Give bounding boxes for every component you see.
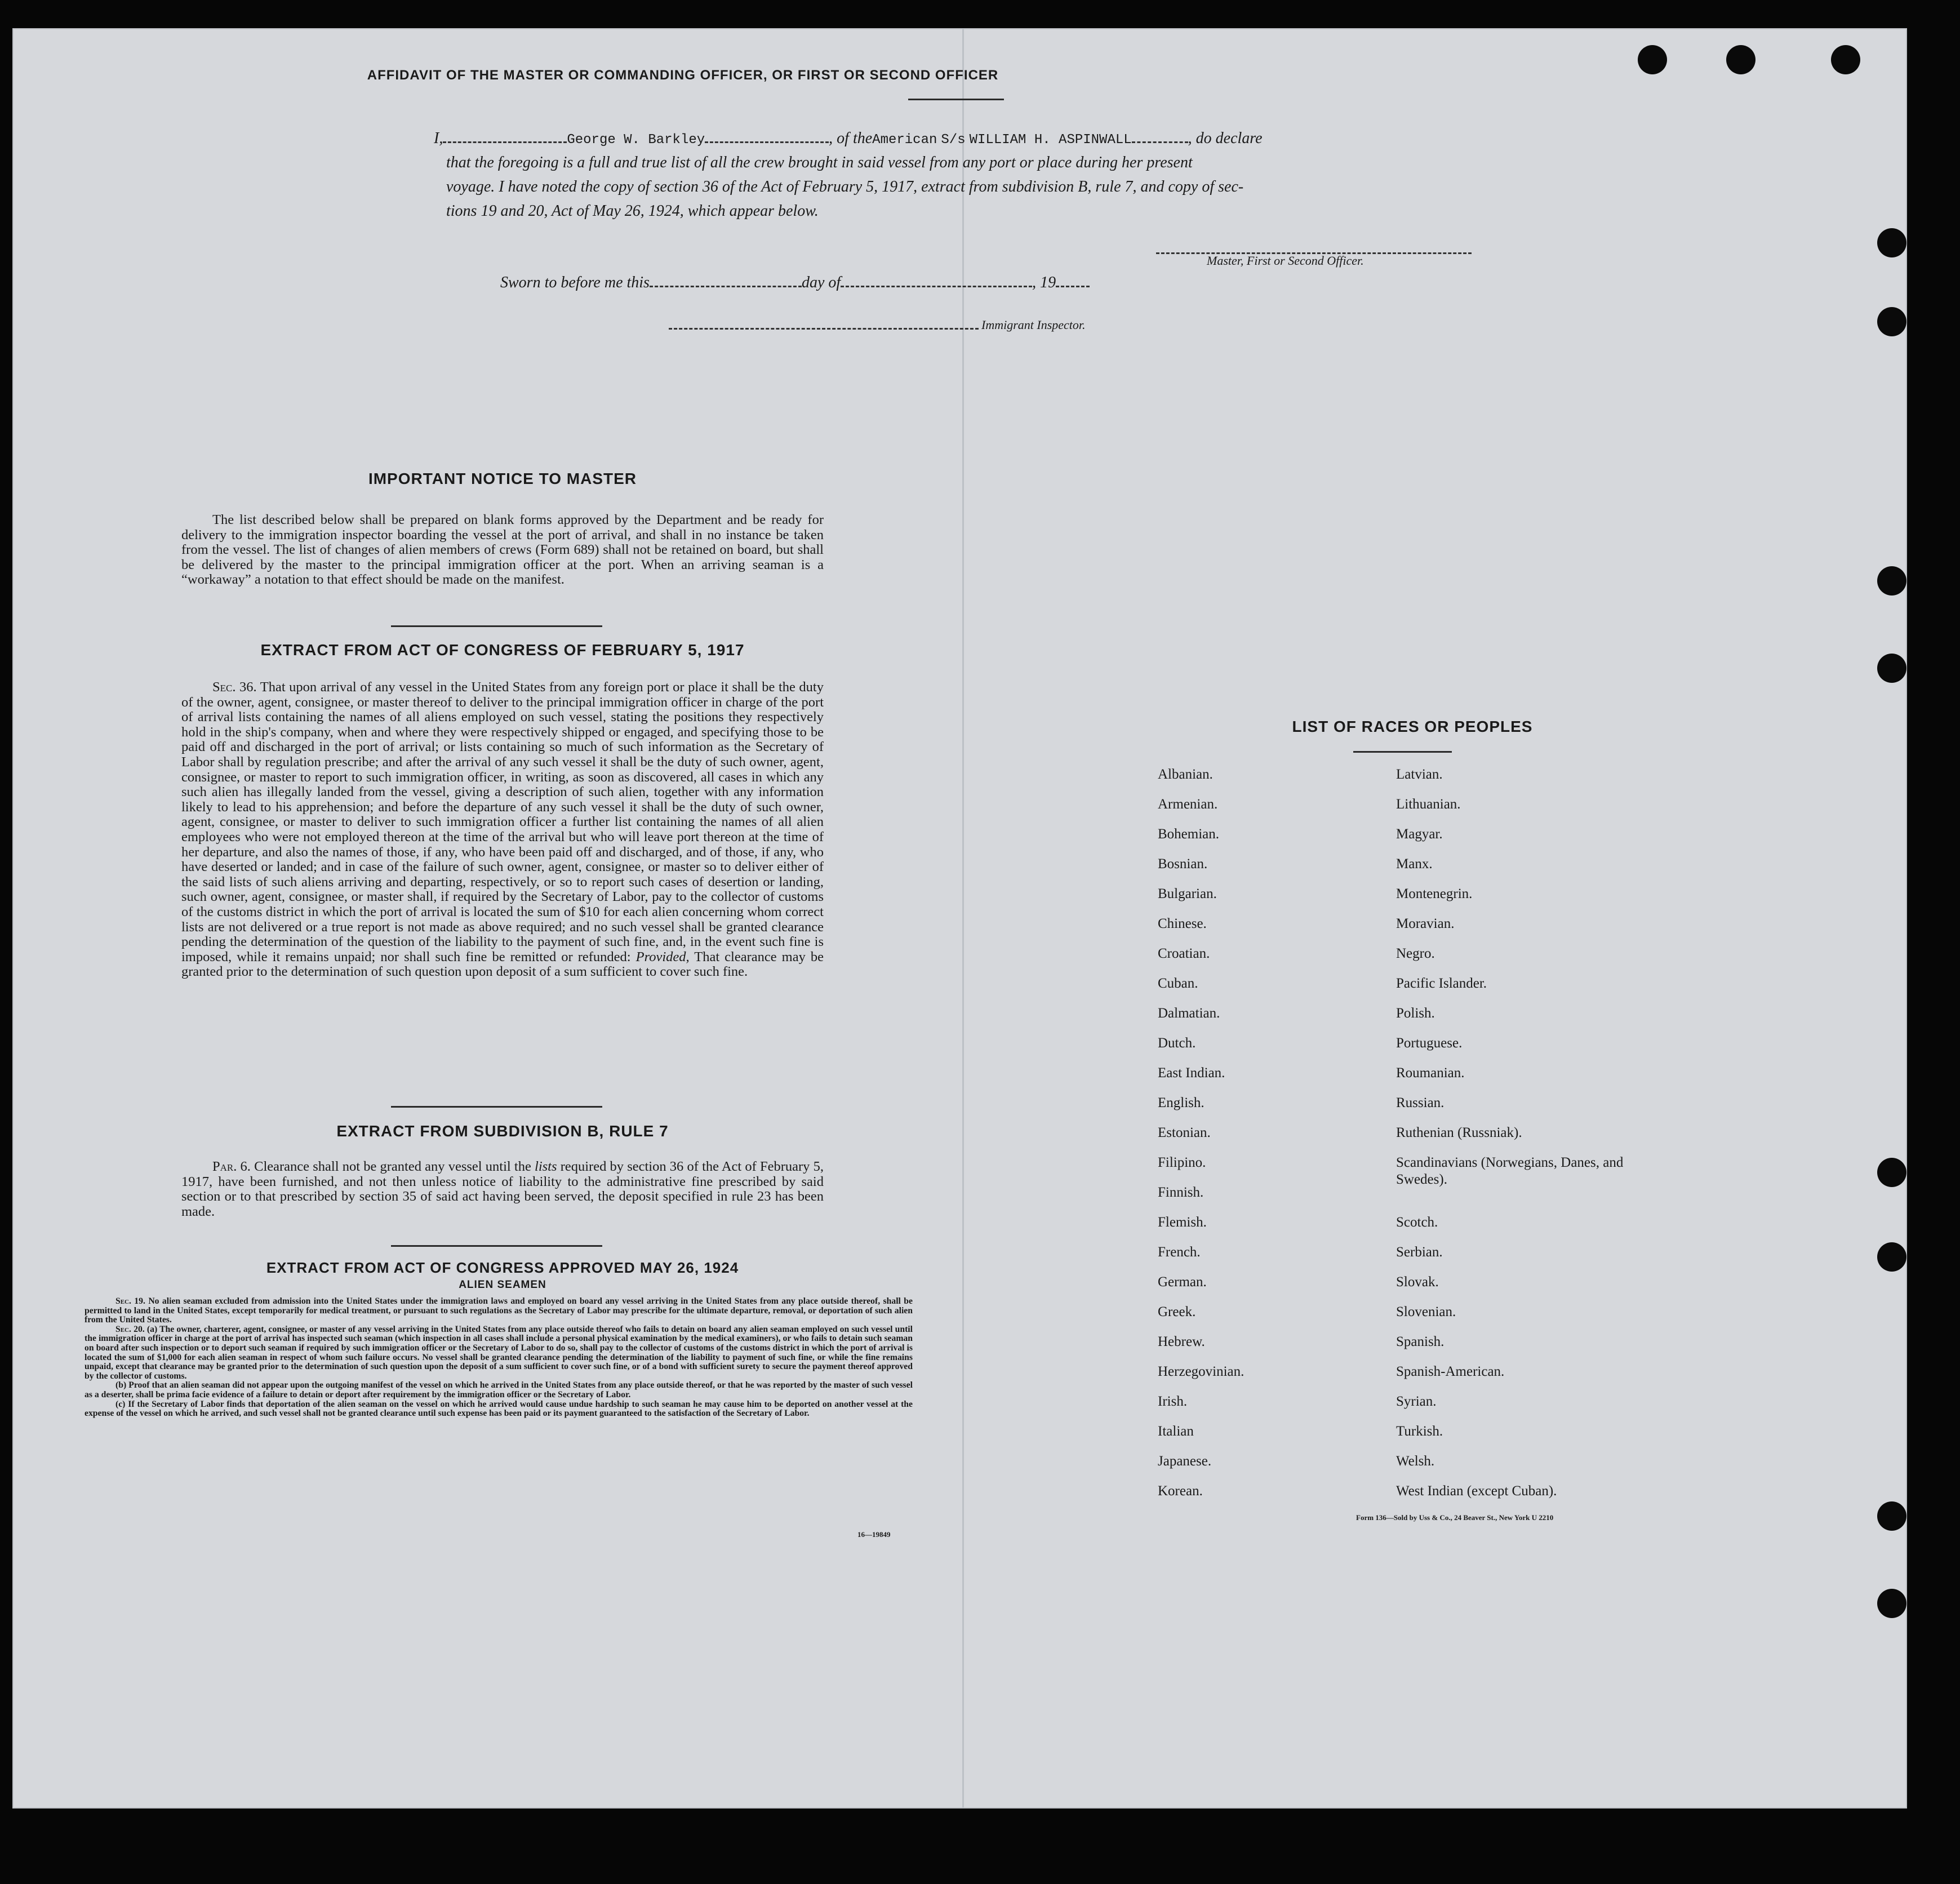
race-item: Filipino. <box>1158 1155 1206 1170</box>
race-item: English. <box>1158 1095 1205 1110</box>
race-item: Italian <box>1158 1424 1194 1439</box>
divider <box>391 1106 602 1108</box>
race-item: East Indian. <box>1158 1065 1225 1081</box>
section-36-label: Sec. 36. <box>212 679 257 695</box>
punch-hole <box>1877 1242 1906 1272</box>
inspector-line <box>669 328 979 330</box>
race-item: Welsh. <box>1396 1454 1435 1469</box>
section-20b: (b) Proof that an alien seaman did not appear upon the outgoing manifest of the vessel on which he arrived in the United States from any place outside thereof, or that he was reported by the master of such vessel as a deserter, shall be prima facie evidence of a failure to detain or deport after requirement by the immigration officer or the Secretary of Labor. <box>85 1380 913 1399</box>
section-20a <box>85 1325 913 1381</box>
race-item: Spanish-American. <box>1396 1364 1505 1379</box>
sworn-text: Sworn to before me this <box>500 274 650 291</box>
punch-hole <box>1726 45 1755 74</box>
paragraph-6-label: Par. 6. <box>212 1159 251 1174</box>
race-item: Ruthenian (Russniak). <box>1396 1125 1522 1140</box>
race-item: Latvian. <box>1396 767 1443 782</box>
punch-hole <box>1877 307 1906 336</box>
nationality: American <box>872 132 937 148</box>
race-item: Serbian. <box>1396 1245 1443 1260</box>
punch-hole <box>1638 45 1667 74</box>
race-item: Scotch. <box>1396 1215 1438 1230</box>
paragraph-6-text-end: required by section 36 of the Act of February 5, 1917, have been furnished, and not then unless notice of liability to the administrative fine prescribed by said section or to that prescribed by section 35 of said act having been served, the deposit specified in rule 23 has been made. <box>181 1159 824 1219</box>
affidavit-line-3: voyage. I have noted the copy of section 36 of the Act of February 5, 1917, extract from subdivision B, rule 7, and copy of sec- <box>446 178 1244 195</box>
race-item: Dutch. <box>1158 1036 1196 1051</box>
races-right-column <box>1396 766 1644 1513</box>
race-item: Russian. <box>1396 1095 1445 1110</box>
extract-1924-title: EXTRACT FROM ACT OF CONGRESS APPROVED MAY 26, 1924 <box>266 1259 739 1276</box>
section-19 <box>85 1297 913 1325</box>
race-item: Slovenian. <box>1396 1304 1456 1319</box>
section-36-body <box>181 680 824 980</box>
notice-body: The list described below shall be prepared on blank forms approved by the Department and be ready for delivery to the immigration inspector boarding the vessel at the port of arrival, and shall in no instance be taken from the vessel. The list of changes of alien members of crews (Form 689) shall not be retained on board, but shall be delivered by the master to the principal immigration officer at the port. When an arriving seaman is a “workaway” a notation to that effect should be made on the manifest. <box>181 512 824 588</box>
race-item: Lithuanian. <box>1396 797 1461 812</box>
divider <box>391 1245 602 1247</box>
race-item: Scandinavians (Norwegians, Danes, and Swedes). <box>1396 1155 1624 1187</box>
print-code: 16—19849 <box>857 1530 891 1539</box>
vessel-name: WILLIAM H. ASPINWALL <box>969 132 1132 148</box>
affidavit-line-4: tions 19 and 20, Act of May 26, 1924, which appear below. <box>446 202 819 220</box>
affidavit-line-1 <box>434 130 1504 148</box>
race-item: Montenegrin. <box>1396 886 1473 901</box>
punch-hole <box>1877 1158 1906 1187</box>
race-item: Hebrew. <box>1158 1334 1205 1349</box>
blank-fill <box>705 138 829 143</box>
form-note: Form 136—Sold by Uss & Co., 24 Beaver St., New York U 2210 <box>1356 1513 1554 1522</box>
provided-text: Provided, <box>635 949 690 965</box>
punch-hole <box>1877 1589 1906 1618</box>
race-item: Bosnian. <box>1158 856 1208 872</box>
race-item: Slovak. <box>1396 1274 1439 1290</box>
subdivision-b-title: EXTRACT FROM SUBDIVISION B, RULE 7 <box>336 1122 669 1140</box>
race-item: Albanian. <box>1158 767 1213 782</box>
blank-fill <box>1132 138 1188 143</box>
races-title: LIST OF RACES OR PEOPLES <box>1292 718 1533 735</box>
document-sheet <box>12 28 1907 1809</box>
blank-fill <box>650 282 802 287</box>
punch-hole <box>1877 228 1906 257</box>
lists-text: lists <box>535 1159 557 1174</box>
race-item: West Indian (except Cuban). <box>1396 1483 1557 1499</box>
punch-hole <box>1877 654 1906 683</box>
race-item: Finnish. <box>1158 1185 1204 1200</box>
race-item: Korean. <box>1158 1483 1203 1499</box>
punch-hole <box>1831 45 1860 74</box>
paragraph-6-text: Clearance shall not be granted any vessel until the <box>254 1159 531 1174</box>
race-item: Irish. <box>1158 1394 1188 1409</box>
alien-seamen-subtitle: ALIEN SEAMEN <box>459 1279 546 1291</box>
extract-1917-title: EXTRACT FROM ACT OF CONGRESS OF FEBRUARY 5, 1917 <box>260 641 745 659</box>
race-item: Turkish. <box>1396 1424 1443 1439</box>
extract-1924-body <box>85 1297 913 1419</box>
section-20-label: Sec. 20. <box>115 1324 145 1334</box>
title-rule <box>908 99 1004 100</box>
race-item: Greek. <box>1158 1304 1196 1319</box>
section-36-text: That upon arrival of any vessel in the United States from any foreign port or place it shall be the duty of the owner, agent, consignee, or master thereof to deliver to the principal immigration officer in charge of the port of arrival lists containing the names of all aliens employed on such vessel, stating the positions they respectively hold in the ship's company, when and where they were respectively shipped or engaged, and specifying those to be paid off and discharged in the port of arrival; or lists containing so much of such information as the Secretary of Labor shall by regulation prescribe; and after the arrival of any such vessel it shall be the duty of such owner, agent, consignee, or master to report to such immigration officer, in writing, as soon as discovered, all cases in which any such alien has illegally landed from the vessel, giving a description of such alien, together with any information likely to lead to his apprehension; and before the departure of any such vessel it shall be the duty of such owner, agent, consignee, or master to deliver to such immigration officer a further list containing the names of all alien employees who were not employed thereon at the time of the arrival but who will leave port thereon at the time of her departure, and also the names of those, if any, who have been paid off and discharged, and of those, if any, who have deserted or landed; and in case of the failure of such owner, agent, consignee, or master so to deliver either of the said lists of such aliens arriving and departing, respectively, or so to report such cases of desertion or landing, such owner, agent, consignee, or master shall, if required by the Secretary of Labor, pay to the collector of customs of the customs district in which the port of arrival is located the sum of $10 for each alien concerning whom correct lists are not delivered or a true report is not made as above required; and no such vessel shall be granted clearance pending the determination of the question of the liability to the payment of such fine, and, in the event such fine is imposed, while it remains unpaid; nor shall such fine be remitted or refunded: <box>181 679 824 965</box>
section-19-label: Sec. 19. <box>115 1296 145 1306</box>
section-19-text: No alien seaman excluded from admission into the United States under the immigration laws and employed on board any vessel arriving in the United States from any place outside thereof, shall be permitted to land in the United States, except temporarily for medical treatment, or pursuant to such regulations as the Secretary of Labor may prescribe for the ultimate departure, removal, or deportation of such alien from the United States. <box>85 1296 913 1325</box>
sworn-line <box>500 274 1233 292</box>
races-title-rule <box>1353 751 1452 753</box>
page-fold <box>962 28 964 1809</box>
paragraph-6-body <box>181 1159 824 1219</box>
race-item: Portuguese. <box>1396 1036 1463 1051</box>
affidavit-line-2: that the foregoing is a full and true list of all the crew brought in said vessel from any port or place during her present <box>446 154 1193 171</box>
race-item: Pacific Islander. <box>1396 976 1487 991</box>
race-item: Armenian. <box>1158 797 1218 812</box>
race-item: Polish. <box>1396 1006 1435 1021</box>
section-20c: (c) If the Secretary of Labor finds that deportation of the alien seaman on the vessel on which he arrived would cause undue hardship to such seaman he may cause him to be deported on another vessel at the expense of the vessel on which he arrived, and such vessel shall not be granted clearance until such expense has been paid or its payment guaranteed to the satisfaction of the Secretary of Labor. <box>85 1399 913 1419</box>
day-of-text: day of <box>801 274 841 291</box>
blank-fill <box>443 138 567 143</box>
punch-hole <box>1877 1501 1906 1531</box>
inspector-label: Immigrant Inspector. <box>981 318 1086 332</box>
punch-hole <box>1877 566 1906 596</box>
text-do-declare: , do declare <box>1188 130 1263 147</box>
year-prefix: , 19 <box>1032 274 1056 291</box>
race-item: Dalmatian. <box>1158 1006 1220 1021</box>
text-i: I, <box>434 130 443 147</box>
master-name: George W. Barkley <box>567 132 705 148</box>
race-item: Negro. <box>1396 946 1435 961</box>
vessel-prefix: S/s <box>941 132 966 148</box>
race-item: Croatian. <box>1158 946 1210 961</box>
races-left-column <box>1158 766 1372 1513</box>
race-item: Moravian. <box>1396 916 1455 931</box>
blank-fill <box>841 282 1032 287</box>
race-item: Syrian. <box>1396 1394 1437 1409</box>
race-item: Roumanian. <box>1396 1065 1465 1081</box>
race-item: French. <box>1158 1245 1201 1260</box>
race-item: Manx. <box>1396 856 1433 872</box>
race-item: Herzegovinian. <box>1158 1364 1245 1379</box>
race-item: Estonian. <box>1158 1125 1211 1140</box>
divider <box>391 625 602 627</box>
notice-title: IMPORTANT NOTICE TO MASTER <box>368 470 637 487</box>
race-item: Bulgarian. <box>1158 886 1217 901</box>
race-item: Flemish. <box>1158 1215 1207 1230</box>
signature-label: Master, First or Second Officer. <box>1207 254 1364 268</box>
affidavit-title: AFFIDAVIT OF THE MASTER OR COMMANDING OFFICER, OR FIRST OR SECOND OFFICER <box>367 68 999 83</box>
race-item: Cuban. <box>1158 976 1198 991</box>
section-36-text-end: That clearance may be granted prior to the determination of such question upon deposit of a sum sufficient to cover such fine. <box>181 949 824 980</box>
text-of-the: , of the <box>829 130 873 147</box>
race-item: Bohemian. <box>1158 827 1220 842</box>
section-20a-text: (a) The owner, charterer, agent, consignee, or master of any vessel arriving in the United States from any place outside thereof who fails to detain on board any alien seaman employed on such vessel until the immigration officer in charge at the port of arrival has inspected such seaman (which inspection in all cases shall include a personal physical examination by the medical examiners), or who fails to detain such seaman on board after such inspection or to deport such seaman if required by such immigration officer or the Secretary of Labor to do so, shall pay to the collector of customs of the customs district in which the port of arrival is located the sum of $1,000 for each alien seaman in respect of whom such failure occurs. No vessel shall be granted clearance pending the determination of the liability to payment of such fine, or while the fine remains unpaid, except that clearance may be granted prior to the determination of such question upon the deposit of a sum sufficient to cover such fine, or of a bond with sufficient surety to secure the payment thereof approved by the collector of customs. <box>85 1324 913 1381</box>
blank-fill <box>1056 282 1090 287</box>
race-item: Spanish. <box>1396 1334 1445 1349</box>
race-item: Japanese. <box>1158 1454 1212 1469</box>
race-item: German. <box>1158 1274 1207 1290</box>
race-item: Chinese. <box>1158 916 1207 931</box>
race-item: Magyar. <box>1396 827 1443 842</box>
